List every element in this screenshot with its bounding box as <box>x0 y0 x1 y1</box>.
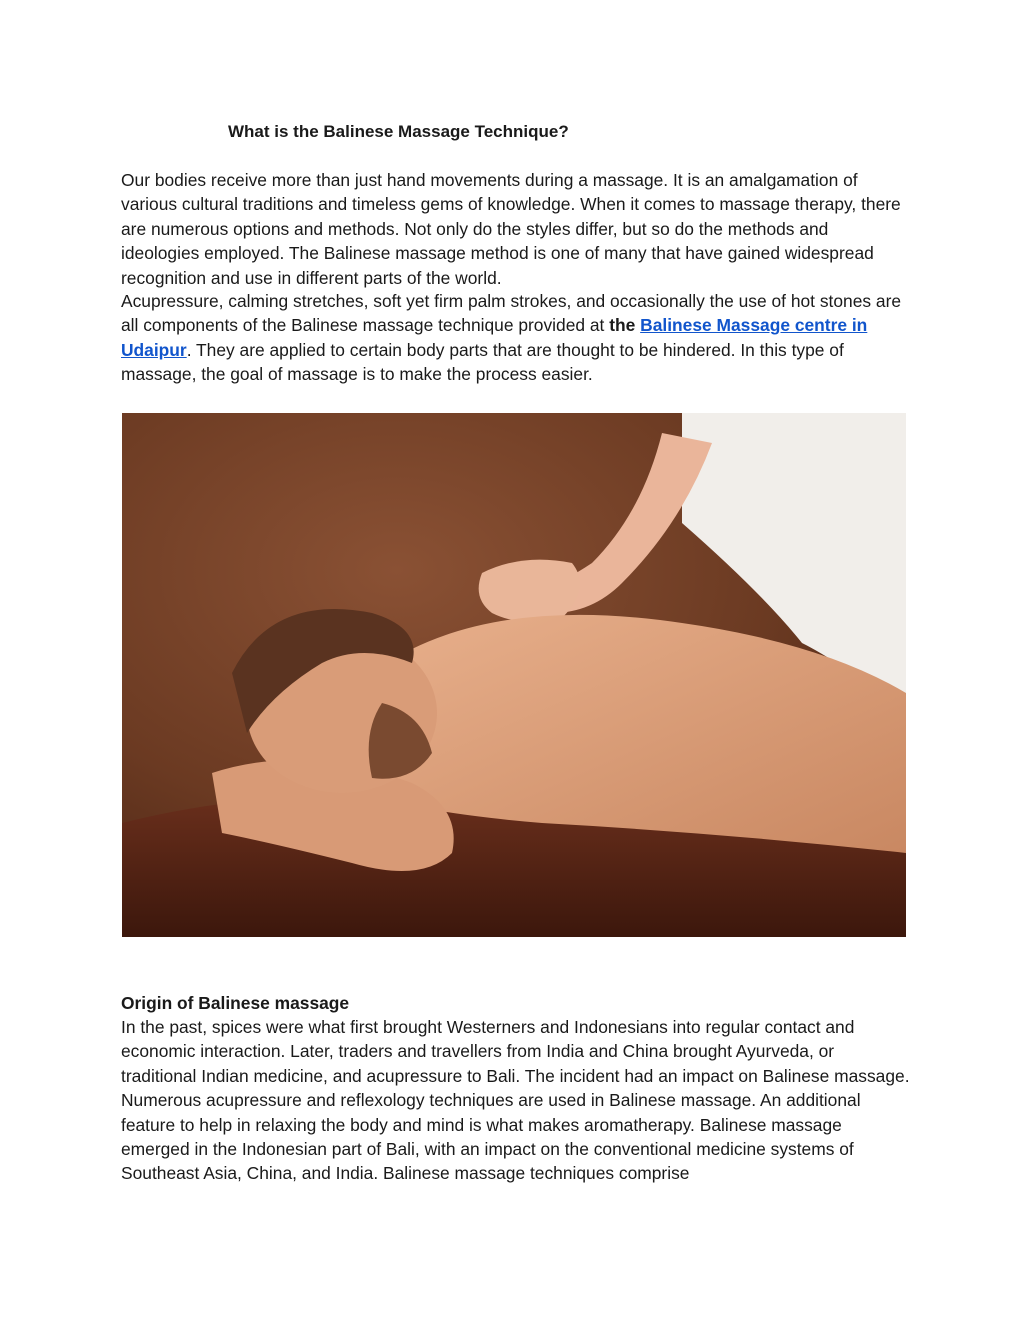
origin-paragraph: In the past, spices were what first brought Westerners and Indonesians into regular contact and economic interaction. Later, traders and travellers from India and China brought Ayurveda, or traditional Indian medicine, and acupressure to Bali. The incident had an impact on Balinese massage. Numerous acupressure and reflexology techniques are used in Balinese massage. An additional feature to help in relaxing the body and mind is what makes aromatherapy. Balinese massage emerged in the Indonesian part of Bali, with an impact on the conventional medicine systems of Southeast Asia, China, and India. Balinese massage techniques comprise <box>121 1017 910 1184</box>
massage-photo-illustration <box>122 413 906 937</box>
technique-text-end: . They are applied to certain body parts that are thought to be hindered. In this type of massage, the goal of massage is to make the process easier. <box>121 339 844 385</box>
technique-bold-word: the <box>609 315 636 336</box>
intro-paragraph: Our bodies receive more than just hand movements during a massage. It is an amalgamation of various cultural traditions and timeless gems of knowledge. When it comes to massage therapy, there are numerous options and methods. Not only do the styles differ, but so do the methods and ideologies employed. The Balinese massage method is one of many that have gained widespread recognition and use in different parts of the world. <box>121 170 901 288</box>
technique-paragraph <box>121 289 911 387</box>
balinese-massage-udaipur-link[interactable]: Balinese Massage centre in Udaipur <box>121 315 868 360</box>
page-title: What is the Balinese Massage Technique? <box>228 122 569 141</box>
massage-photo <box>122 413 906 937</box>
technique-text-start: Acupressure, calming stretches, soft yet firm palm strokes, and occasionally the use of hot stones are all components of the Balinese massage technique provided at <box>121 291 902 336</box>
section-heading-origin: Origin of Balinese massage <box>121 993 350 1013</box>
